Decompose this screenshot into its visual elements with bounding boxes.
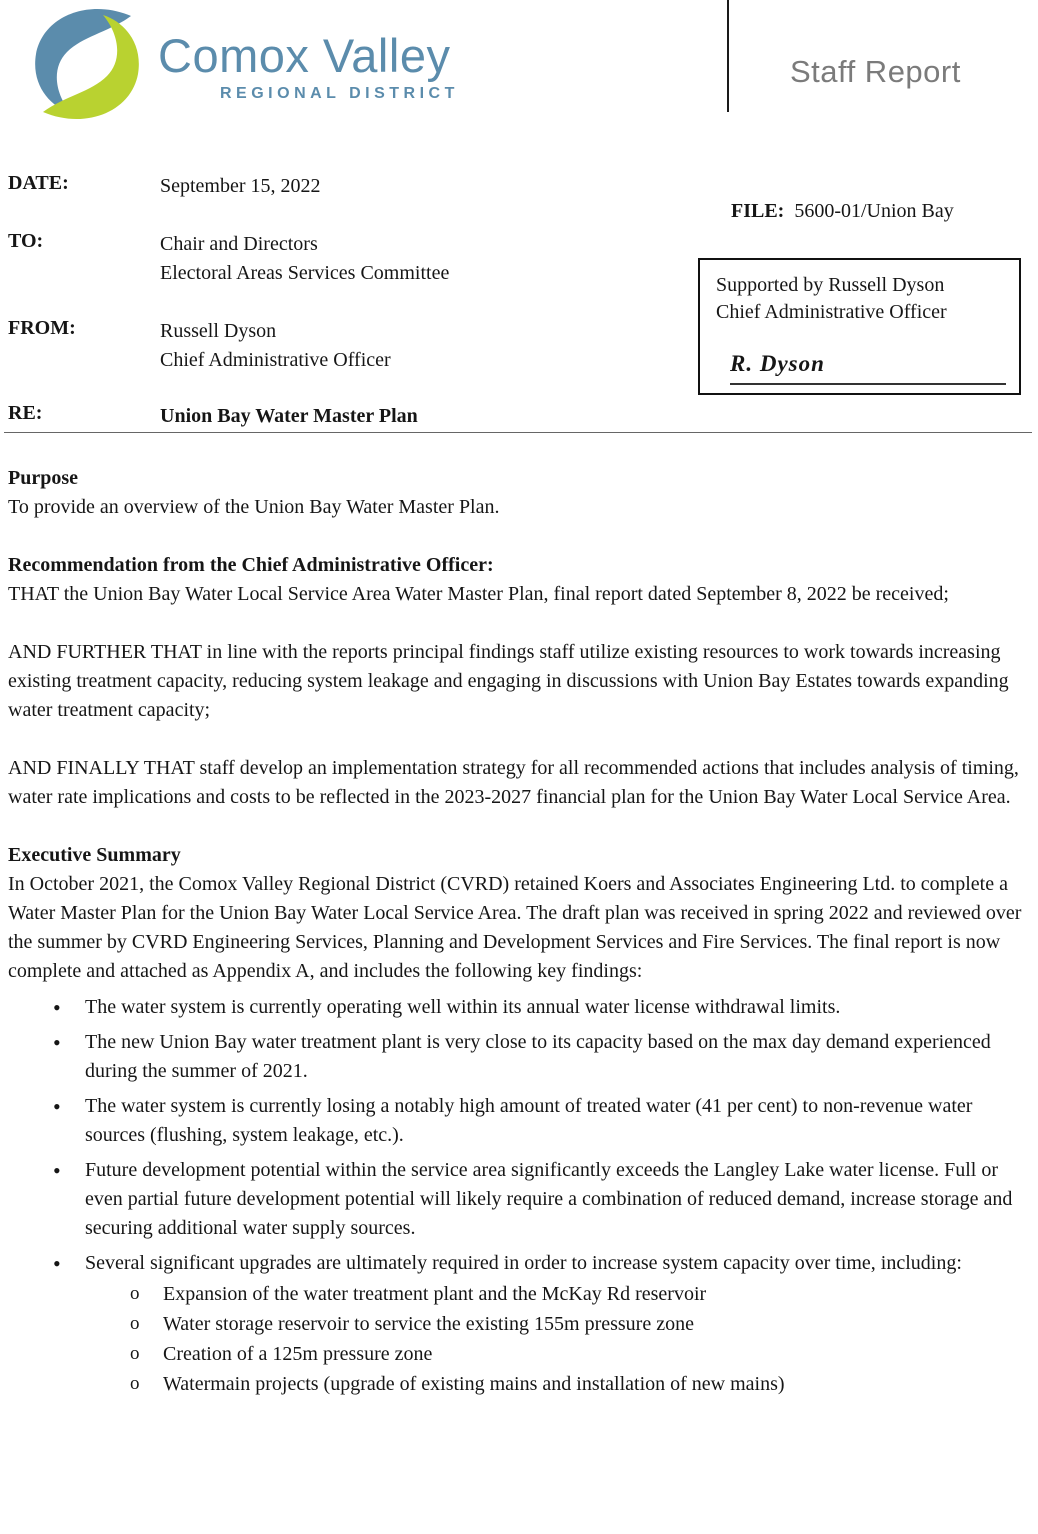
cvrd-logo: [26, 6, 459, 120]
from-label: FROM:: [8, 317, 76, 339]
recommendation-paragraph-1: THAT the Union Bay Water Local Service Area Water Master Plan, final report dated September 8, 2022 be received;: [8, 583, 949, 605]
key-finding-item: • Several significant upgrades are ultimately required in order to increase system capacity over time, including: o Expansion of the water treatment plant and the McKay Rd reservoir o Water storage reservoir to service the existing 155m pressure zone o Creation of a 125m pressure zone o Watermain projects (upgrade of existing mains and installation of new mains): [8, 1249, 1030, 1399]
key-finding-item: • Future development potential within the service area significantly exceeds the Langley Lake water license. Full or even partial future development potential will likely require a combination of reduced demand, increase storage and securing additional water supply sources.: [8, 1156, 1030, 1243]
recommendation-paragraph-3: AND FINALLY THAT staff develop an implementation strategy for all recommended actions that includes analysis of timing, water rate implications and costs to be reflected in the 2023-2027 financial plan for the Union Bay Water Local Service Area.: [8, 757, 1019, 808]
re-label: RE:: [8, 402, 43, 424]
sub-finding-item: o Water storage reservoir to service the existing 155m pressure zone: [85, 1310, 1030, 1339]
sub-finding-item: o Creation of a 125m pressure zone: [85, 1340, 1030, 1369]
to-value: [160, 230, 449, 288]
cvrd-logo-text: [158, 6, 459, 103]
recommendation-heading: Recommendation from the Chief Administrative Officer:: [8, 554, 494, 576]
file-label: FILE:: [731, 200, 785, 222]
key-finding-item: • The water system is currently losing a notably high amount of treated water (41 per cent) to non-revenue water sources (flushing, system leakage, etc.).: [8, 1092, 1030, 1150]
executive-summary-heading: Executive Summary: [8, 844, 181, 866]
sub-findings-list: [85, 1280, 1030, 1399]
key-finding-item: • The water system is currently operating well within its annual water license withdrawal limits.: [8, 993, 1030, 1022]
report-body: [8, 464, 1030, 1405]
purpose-text: To provide an overview of the Union Bay Water Master Plan.: [8, 496, 500, 518]
sub-finding-item: o Expansion of the water treatment plant and the McKay Rd reservoir: [85, 1280, 1030, 1309]
file-value: 5600-01/Union Bay: [794, 200, 954, 222]
signature-line: [730, 383, 1006, 385]
key-finding-item: • The new Union Bay water treatment plant is very close to its capacity based on the max day demand experienced during the summer of 2021.: [8, 1028, 1030, 1086]
date-value: September 15, 2022: [160, 175, 321, 197]
cvrd-logo-swirl-icon: [26, 6, 148, 120]
sub-finding-item: o Watermain projects (upgrade of existing mains and installation of new mains): [85, 1370, 1030, 1399]
approval-line-1: Supported by Russell Dyson: [716, 274, 945, 296]
executive-summary-intro: In October 2021, the Comox Valley Regional District (CVRD) retained Koers and Associates Engineering Ltd. to complete a Water Master Plan for the Union Bay Water Local Service Area. The draft plan was received in spring 2022 and reviewed over the summer by CVRD Engineering Services, Planning and Development Services and Fire Services. The final report is now complete and attached as Appendix A, and includes the following key findings:: [8, 873, 1022, 982]
re-value: Union Bay Water Master Plan: [160, 405, 418, 427]
recommendation-paragraph-2: AND FURTHER THAT in line with the reports principal findings staff utilize existing resources to work towards increasing existing treatment capacity, reducing system leakage and engaging in discussions with Union Bay Estates towards expanding water treatment capacity;: [8, 641, 1009, 721]
key-findings-list: [8, 993, 1030, 1399]
from-value: [160, 317, 391, 375]
from-line-1: Russell Dyson: [160, 320, 277, 342]
file-line: [731, 200, 954, 223]
approval-signature: R. Dyson: [730, 351, 825, 376]
date-label: DATE:: [8, 172, 69, 194]
report-type-title: Staff Report: [790, 54, 961, 89]
approval-box: [698, 258, 1021, 395]
to-line-2: Electoral Areas Services Committee: [160, 262, 450, 284]
from-line-2: Chief Administrative Officer: [160, 349, 391, 371]
approval-line-2: Chief Administrative Officer: [716, 301, 947, 323]
logo-wordmark: Comox Valley: [158, 29, 451, 82]
header-divider: [727, 0, 729, 112]
purpose-heading: Purpose: [8, 467, 78, 489]
to-label: TO:: [8, 230, 44, 252]
logo-tagline: REGIONAL DISTRICT: [220, 85, 459, 102]
to-line-1: Chair and Directors: [160, 233, 318, 255]
subject-rule: [4, 432, 1032, 433]
